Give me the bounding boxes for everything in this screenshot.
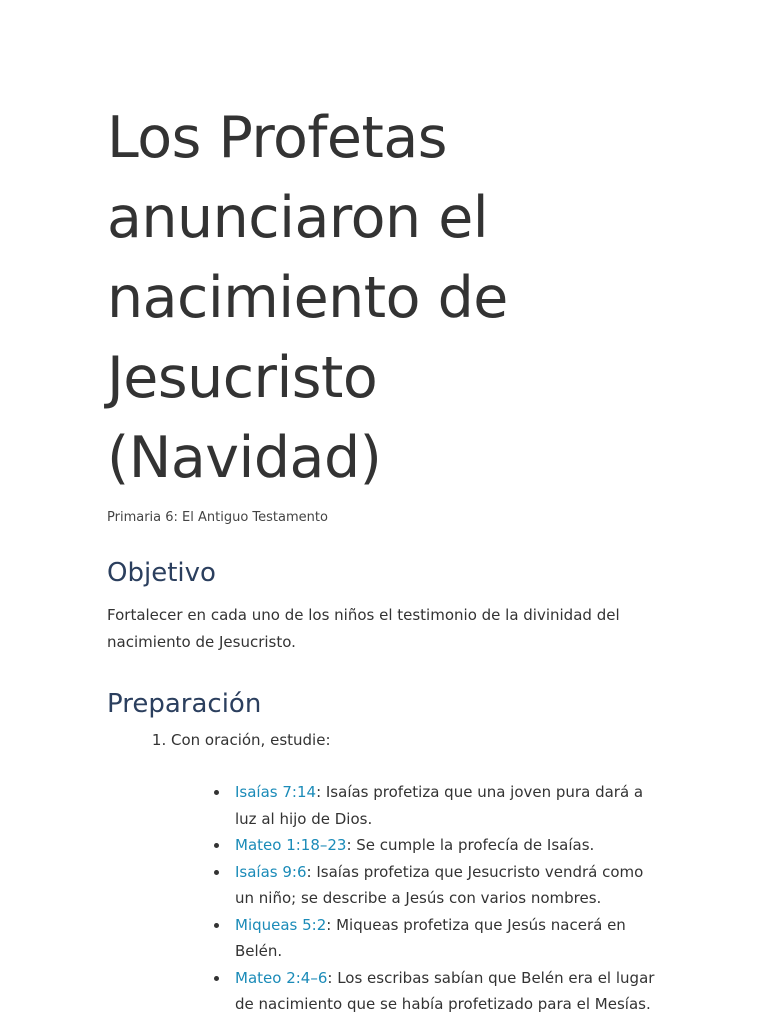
step-text: Con oración, estudie: bbox=[171, 731, 331, 749]
scripture-link[interactable]: Isaías 7:14 bbox=[235, 783, 317, 801]
step-item bbox=[171, 727, 658, 1018]
scripture-link[interactable]: Miqueas 5:2 bbox=[235, 915, 327, 934]
page-title: Los Profetas anunciaron el nacimiento de Jesucristo (Navidad) bbox=[107, 105, 508, 491]
manual-subtitle: Primaria 6: El Antiguo Testamento bbox=[107, 510, 328, 525]
scripture-description: : Isaías profetiza que Jesucristo vendrá como un niño; se describe a Jesús con varios nombres. bbox=[235, 862, 644, 907]
scripture-list bbox=[171, 779, 658, 1018]
objetivo-text: Fortalecer en cada uno de los niños el testimonio de la divinidad del nacimiento de Jesucristo. bbox=[107, 606, 620, 651]
scripture-description: : Isaías profetiza que una joven pura dará a luz al hijo de Dios. bbox=[235, 783, 644, 828]
scripture-description: : Miqueas profetiza que Jesús nacerá en Belén. bbox=[235, 915, 626, 960]
preparation-steps bbox=[107, 727, 658, 1018]
preparacion-heading: Preparación bbox=[107, 689, 262, 719]
scripture-item bbox=[235, 912, 658, 965]
scripture-link[interactable]: Mateo 2:4–6 bbox=[235, 968, 328, 987]
scripture-description: : Se cumple la profecía de Isaías. bbox=[346, 836, 595, 854]
scripture-item bbox=[235, 832, 658, 859]
scripture-link[interactable]: Mateo 1:18–23 bbox=[235, 836, 347, 854]
scripture-item bbox=[235, 965, 658, 1018]
objetivo-heading: Objetivo bbox=[107, 558, 216, 588]
scripture-link[interactable]: Isaías 9:6 bbox=[235, 862, 307, 881]
scripture-item bbox=[235, 779, 658, 832]
scripture-description: : Los escribas sabían que Belén era el lugar de nacimiento que se había profetizado para el Mesías. bbox=[235, 968, 655, 1013]
scripture-item bbox=[235, 859, 658, 912]
